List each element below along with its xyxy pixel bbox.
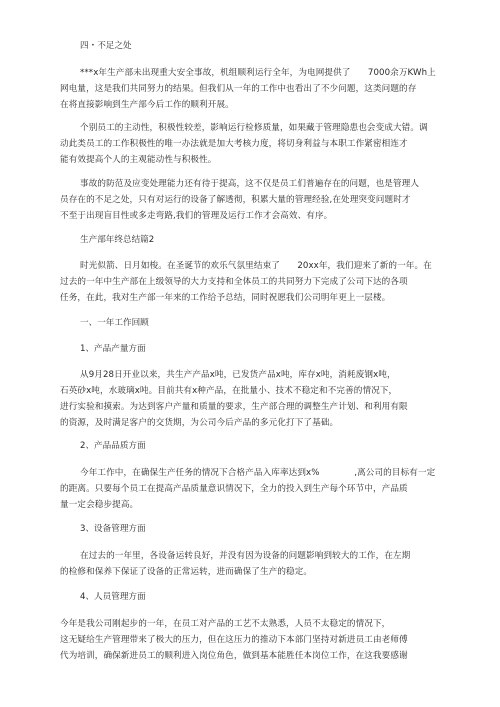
text-line: 代为培训，确保新进员工的顺利进入岗位角色，做到基本能胜任本岗位工作，在这我要感谢 [60, 651, 408, 661]
text-line: 员存在的不足之处，只有对运行的设备了解透彻，积累大量的管理经验,在处理突变问题时才 [60, 195, 411, 205]
paragraph [60, 616, 450, 664]
text-line: ***x年生产部未出现重大安全事故，机组顺利运行全年，为电网提供了 7000余万KWh上 [80, 68, 436, 78]
sub-heading: 3、设备管理方面 [80, 524, 146, 534]
text-line: 不至于出现盲目性或多走弯路,我们的管理及运行工作才会高效、有序。 [60, 211, 333, 221]
text-line: 从9月28日开业以来，共生产产品x吨，已发货产品x吨，库存x吨，消耗废钢x吨， [80, 370, 396, 380]
text-line: 的距离。只要每个员工在提高产品质量意识情况下，全力的投入到生产每个环节中，产品质 [60, 484, 408, 494]
paragraph [60, 65, 450, 113]
text-line: 今年工作中，在确保生产任务的情况下合格产品入库率达到x% ,离公司的目标有一定 [80, 468, 436, 478]
paragraph [60, 548, 450, 580]
text-line: 石英砂x吨，水玻璃x吨。目前共有x种产品，在批量小、技术不稳定和不完善的情况下， [60, 386, 398, 396]
text-line: 任务，在此，我对生产部一年来的工作给予总结，同时祝愿我们公司明年更上一层楼。 [60, 293, 391, 303]
sub-heading: 4、人员管理方面 [80, 592, 146, 602]
paragraph [60, 465, 450, 513]
paragraph [60, 120, 450, 168]
text-line: 在将直接影响到生产部今后工作的顺利开展。 [60, 100, 234, 110]
text-line: 个别员工的主动性，积极性较差，影响运行检修质量，如果藏于管理隐患也会变成大错。调 [80, 123, 428, 133]
article-title: 生产部年终总结篇2 [80, 235, 155, 245]
text-line: 在过去的一年里，各设备运转良好，并没有因为设备的问题影响到较大的工作，在左期 [80, 551, 411, 561]
text-line: 的资源，及时满足客户的交货期，为公司今后产品的多元化打下了基础。 [60, 418, 339, 428]
section-heading: 一、一年工作回顾 [80, 318, 149, 328]
text-line: 的检修和保养下保证了设备的正常运转，进而确保了生产的稳定。 [60, 567, 313, 577]
text-line: 这无疑给生产管理带来了极大的压力，但在这压力的推动下本部门坚持对新进员工由老师傅 [60, 635, 408, 645]
text-line: 时光似箭、日月如梭。在圣诞节的欢乐气氛里结束了 20xx年，我们迎来了新的一年。在 [80, 261, 432, 271]
paragraph [60, 176, 450, 224]
text-line: 量一定会稳步提高。 [60, 500, 139, 510]
text-line: 动此类员工的工作积极性的唯一办法就是加大考核力度，将切身利益与本职工作紧密相连才 [60, 139, 408, 149]
text-line: 今年是我公司刚起步的一年，在员工对产品的工艺不太熟悉，人员不太稳定的情况下， [60, 619, 391, 629]
paragraph [60, 258, 450, 306]
text-line: 过去的一年中生产部在上级领导的大力支持和全体员工的共同努力下完成了公司下达的各项 [60, 277, 408, 287]
text-line: 网电量，这是我们共同努力的结果。但我们从一年的工作中也看出了不少问题，这类问题的存 [60, 84, 417, 94]
sub-heading: 1、产品产量方面 [80, 344, 146, 354]
paragraph [60, 367, 450, 431]
section-heading: 四・不足之处 [80, 41, 132, 51]
text-line: 能有效提高个人的主观能动性与积极性。 [60, 155, 217, 165]
sub-heading: 2、产品品质方面 [80, 441, 146, 451]
text-line: 事故的防范及应变处理能力还有待于提高，这不仅是员工们普遍存在的问题，也是管理人 [80, 179, 420, 189]
text-line: 进行实验和摸索。为达到客户产量和质量的要求，生产部合理的调整生产计划、和利用有限 [60, 402, 408, 412]
